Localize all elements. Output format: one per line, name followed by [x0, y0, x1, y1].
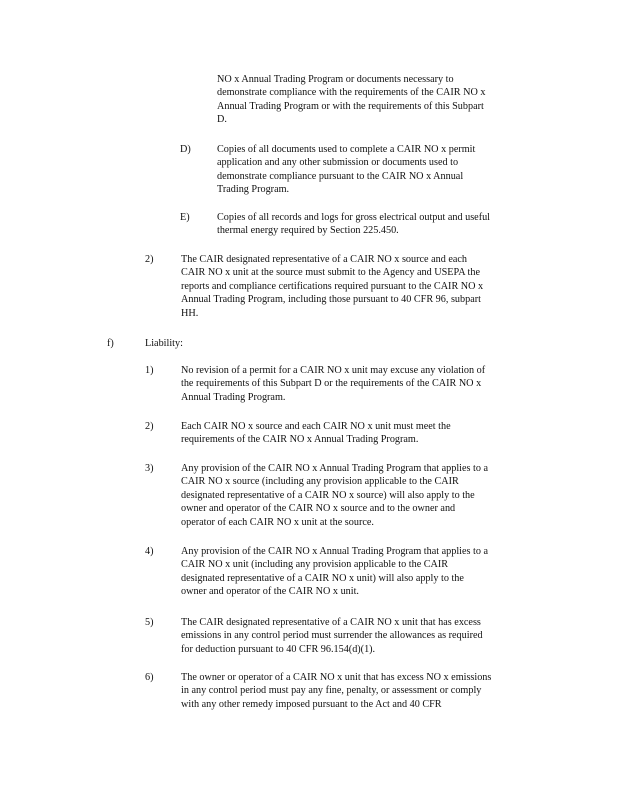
liability-item-label: 5) — [145, 617, 154, 628]
item-e-text — [217, 211, 537, 238]
liability-item-label: 6) — [145, 672, 154, 683]
text-line: The owner or operator of a CAIR NO x unit that has excess NO x emissions — [181, 672, 492, 683]
text-line: demonstrate compliance with the requirements of the CAIR NO x — [217, 87, 486, 99]
liability-item-text — [181, 671, 537, 711]
text-line: CAIR NO x unit at the source must submit to the Agency and USEPA the — [181, 267, 481, 279]
text-line: CAIR NO x source (including any provision applicable to the CAIR — [181, 476, 459, 488]
text-line: application and any other submission or documents used to — [217, 157, 459, 169]
text-line: Trading Program. — [217, 184, 290, 196]
text-line: with any other remedy imposed pursuant to the Act and 40 CFR — [181, 698, 442, 710]
liability-item-text — [181, 616, 537, 656]
text-line: Annual Trading Program. — [181, 391, 286, 403]
text-line: Any provision of the CAIR NO x Annual Trading Program that applies to a — [181, 463, 489, 474]
text-line: The CAIR designated representative of a CAIR NO x unit that has excess — [181, 617, 481, 628]
text-line: Each CAIR NO x source and each CAIR NO x unit must meet the — [181, 421, 451, 432]
item-d-text — [217, 143, 537, 197]
text-line: Copies of all records and logs for gross electrical output and useful — [217, 212, 491, 223]
text-line: reports and compliance certifications required pursuant to the CAIR NO x — [181, 280, 484, 292]
text-line: thermal energy required by Section 225.450. — [217, 225, 399, 237]
text-line: D. — [217, 114, 227, 126]
liability-item-label: 2) — [145, 421, 154, 432]
text-line: Any provision of the CAIR NO x Annual Trading Program that applies to a — [181, 546, 489, 557]
item-d-label: D) — [180, 144, 191, 155]
text-line: demonstrate compliance pursuant to the CAIR NO x Annual — [217, 170, 464, 182]
liability-item-text — [181, 364, 537, 404]
liability-item-text — [181, 462, 537, 529]
text-line: requirements of the CAIR NO x Annual Trading Program. — [181, 434, 419, 446]
text-line: for deduction pursuant to 40 CFR 96.154(d)(1). — [181, 643, 376, 655]
section-f-heading: Liability: — [145, 338, 183, 349]
liability-item-text — [181, 545, 537, 599]
text-line: operator of each CAIR NO x unit at the source. — [181, 516, 374, 528]
text-line: No revision of a permit for a CAIR NO x unit may excuse any violation of — [181, 365, 486, 376]
text-line: Annual Trading Program or with the requirements of this Subpart — [217, 100, 484, 112]
text-line: NO x Annual Trading Program or documents necessary to — [217, 74, 454, 85]
liability-item-label: 1) — [145, 365, 154, 376]
item-2-reports-label: 2) — [145, 254, 154, 265]
text-line: The CAIR designated representative of a CAIR NO x source and each — [181, 254, 468, 265]
liability-item-label: 4) — [145, 546, 154, 557]
text-line: designated representative of a CAIR NO x source) will also apply to the — [181, 489, 475, 501]
text-line: HH. — [181, 307, 199, 319]
liability-item-text — [181, 420, 537, 447]
text-line: the requirements of this Subpart D or the requirements of the CAIR NO x — [181, 378, 482, 390]
liability-item-label: 3) — [145, 463, 154, 474]
intro-continuation — [217, 73, 537, 127]
text-line: in any control period must pay any fine, penalty, or assessment or comply — [181, 685, 482, 697]
text-line: CAIR NO x unit (including any provision applicable to the CAIR — [181, 559, 449, 571]
section-f-label: f) — [107, 338, 114, 349]
text-line: owner and operator of the CAIR NO x unit. — [181, 586, 359, 598]
text-line: Annual Trading Program, including those pursuant to 40 CFR 96, subpart — [181, 294, 481, 306]
item-e-label: E) — [180, 212, 190, 223]
text-line: emissions in any control period must surrender the allowances as required — [181, 630, 483, 642]
text-line: Copies of all documents used to complete a CAIR NO x permit — [217, 144, 476, 155]
text-line: owner and operator of the CAIR NO x source and to the owner and — [181, 503, 456, 515]
text-line: designated representative of a CAIR NO x unit) will also apply to the — [181, 572, 464, 584]
item-2-reports-text — [181, 253, 537, 320]
